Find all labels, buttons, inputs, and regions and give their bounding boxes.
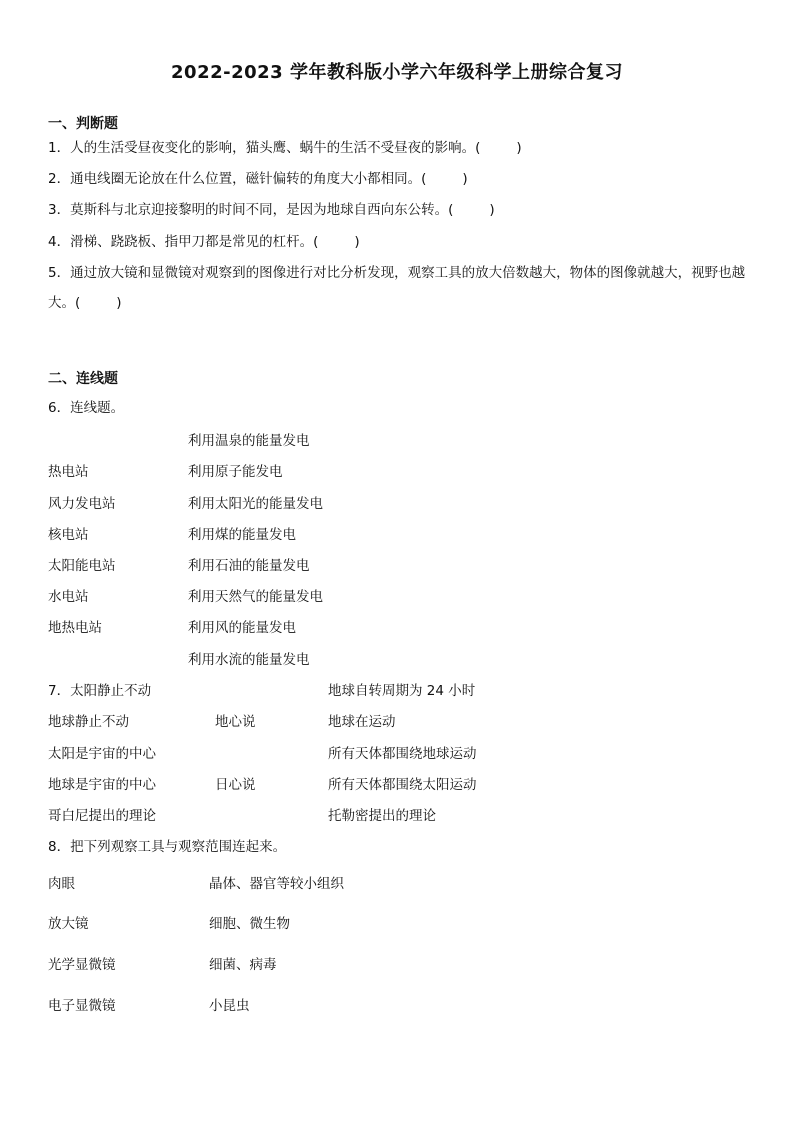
q8-left-item: 光学显微镜 [48,957,116,973]
q6-left-item: 热电站 [48,464,89,480]
q7-left-item: 7．太阳静止不动 [48,683,152,699]
q6-right-item: 利用煤的能量发电 [188,527,296,543]
q7-left-item: 太阳是宇宙的中心 [48,746,156,762]
question-2 [48,169,468,189]
q8-right-item: 晶体、器官等较小组织 [209,876,344,892]
q6-left-item: 核电站 [48,527,89,543]
question-3 [48,200,495,220]
q8-right-item: 细菌、病毒 [209,957,277,973]
q6-right-item: 利用风的能量发电 [188,620,296,636]
question-5 [48,258,748,318]
q6-left-item: 水电站 [48,589,89,605]
question-text: 1．人的生活受昼夜变化的影响，猫头鹰、蜗牛的生活不受昼夜的影响。( [48,140,481,156]
q7-right-item: 托勒密提出的理论 [328,808,436,824]
question-text: 4．滑梯、跷跷板、指甲刀都是常见的杠杆。( [48,234,319,250]
q7-right-item: 所有天体都围绕地球运动 [328,746,477,762]
q7-left-item: 地球是宇宙的中心 [48,777,156,793]
q7-left-item: 地球静止不动 [48,714,129,730]
question-close: ) [489,202,495,218]
q7-left-item: 哥白尼提出的理论 [48,808,156,824]
page-title: 2022-2023 学年教科版小学六年级科学上册综合复习 [171,62,623,83]
q7-right-item: 地球自转周期为 24 小时 [328,683,476,699]
q8-left-item: 放大镜 [48,916,89,932]
q6-right-item: 利用温泉的能量发电 [188,433,310,449]
section-heading-matching: 二、连线题 [48,371,118,387]
q8-right-item: 细胞、微生物 [209,916,290,932]
question-close: ) [354,234,360,250]
question-text: 5．通过放大镜和显微镜对观察到的图像进行对比分析发现，观察工具的放大倍数越大，物体的图像就越大，视野也越大。( [48,265,746,311]
q6-left-item: 太阳能电站 [48,558,116,574]
question-6-stem: 6．连线题。 [48,400,125,416]
q6-left-item: 地热电站 [48,620,102,636]
q6-right-item: 利用水流的能量发电 [188,652,310,668]
q7-middle-item: 地心说 [215,714,256,730]
question-text: 3．莫斯科与北京迎接黎明的时间不同，是因为地球自西向东公转。( [48,202,454,218]
q6-right-item: 利用天然气的能量发电 [188,589,323,605]
question-text: 2．通电线圈无论放在什么位置，磁针偏转的角度大小都相同。( [48,171,427,187]
question-close: ) [462,171,468,187]
question-close: ) [516,140,522,156]
q6-left-item: 风力发电站 [48,496,116,512]
question-close: ) [116,295,122,311]
q7-middle-item: 日心说 [215,777,256,793]
question-1 [48,138,522,158]
q6-right-item: 利用原子能发电 [188,464,283,480]
section-heading-judgment: 一、判断题 [48,116,118,132]
q8-left-item: 电子显微镜 [48,998,116,1014]
q8-right-item: 小昆虫 [209,998,250,1014]
q7-right-item: 地球在运动 [328,714,396,730]
question-4 [48,232,360,252]
q6-right-item: 利用石油的能量发电 [188,558,310,574]
q7-right-item: 所有天体都围绕太阳运动 [328,777,477,793]
question-8-stem: 8．把下列观察工具与观察范围连起来。 [48,839,287,855]
q8-left-item: 肉眼 [48,876,75,892]
q6-right-item: 利用太阳光的能量发电 [188,496,323,512]
